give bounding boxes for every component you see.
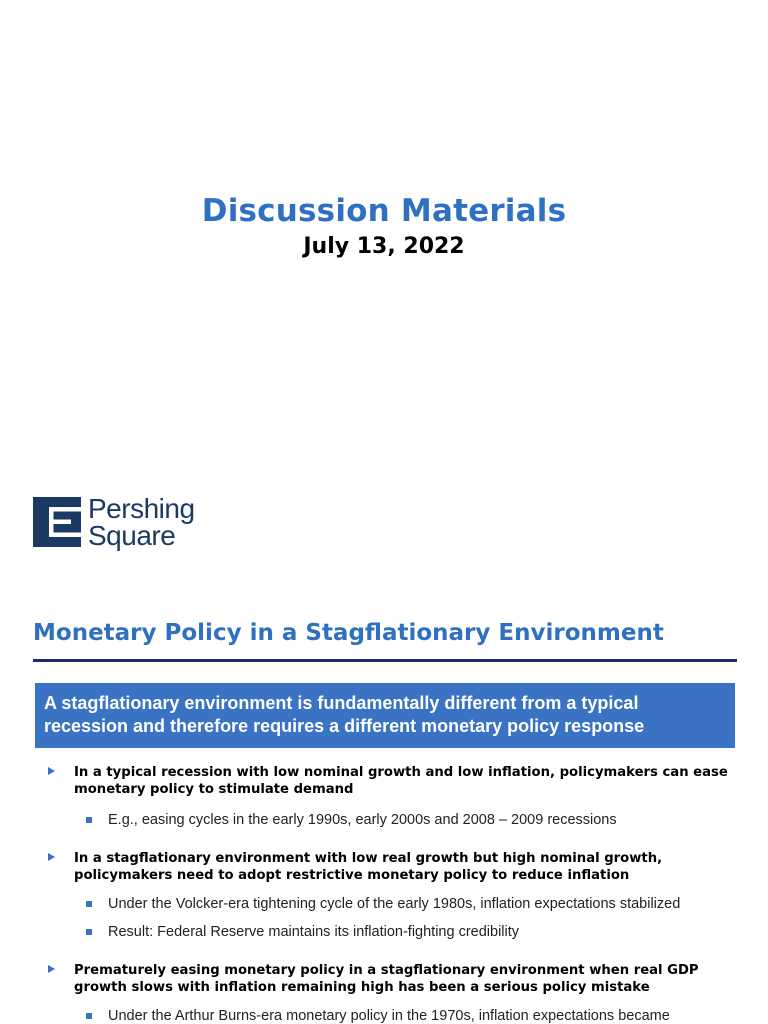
logo-wordmark — [88, 495, 195, 549]
cover-date: July 13, 2022 — [303, 234, 465, 259]
bullet-item: In a stagflationary environment with low real growth but high nominal growth, policymakers need to adopt restrictive monetary policy to reduce inflation — [74, 851, 663, 883]
triangle-bullet-icon — [48, 853, 55, 861]
callout-box: A stagflationary environment is fundamentally different from a typical recession and therefore requires a different monetary policy response — [35, 683, 735, 748]
pershing-square-logo-mark-icon — [33, 497, 81, 547]
bullet-item: In a typical recession with low nominal growth and low inflation, policymakers can ease monetary policy to stimulate demand — [74, 765, 728, 797]
sub-bullet-item: Under the Arthur Burns-era monetary policy in the 1970s, inflation expectations became — [108, 1008, 670, 1024]
logo-line-1: Pershing — [88, 493, 195, 524]
bullet-item: Prematurely easing monetary policy in a stagflationary environment when real GDP growth slows with inflation remaining high has been a serious policy mistake — [74, 963, 699, 995]
pershing-square-logo — [33, 495, 195, 549]
square-bullet-icon — [86, 929, 92, 935]
sub-bullet-item: Result: Federal Reserve maintains its inflation-fighting credibility — [108, 924, 520, 940]
triangle-bullet-icon — [48, 767, 55, 775]
sub-bullet-item: E.g., easing cycles in the early 1990s, early 2000s and 2008 – 2009 recessions — [108, 812, 617, 828]
square-bullet-icon — [86, 817, 92, 823]
square-bullet-icon — [86, 1013, 92, 1019]
heading-divider — [33, 659, 737, 662]
slide-heading: Monetary Policy in a Stagflationary Environment — [33, 620, 664, 646]
cover-title: Discussion Materials — [201, 193, 567, 229]
sub-bullet-item: Under the Volcker-era tightening cycle of the early 1980s, inflation expectations stabilized — [108, 896, 681, 912]
square-bullet-icon — [86, 901, 92, 907]
logo-line-2: Square — [88, 520, 176, 551]
triangle-bullet-icon — [48, 965, 55, 973]
